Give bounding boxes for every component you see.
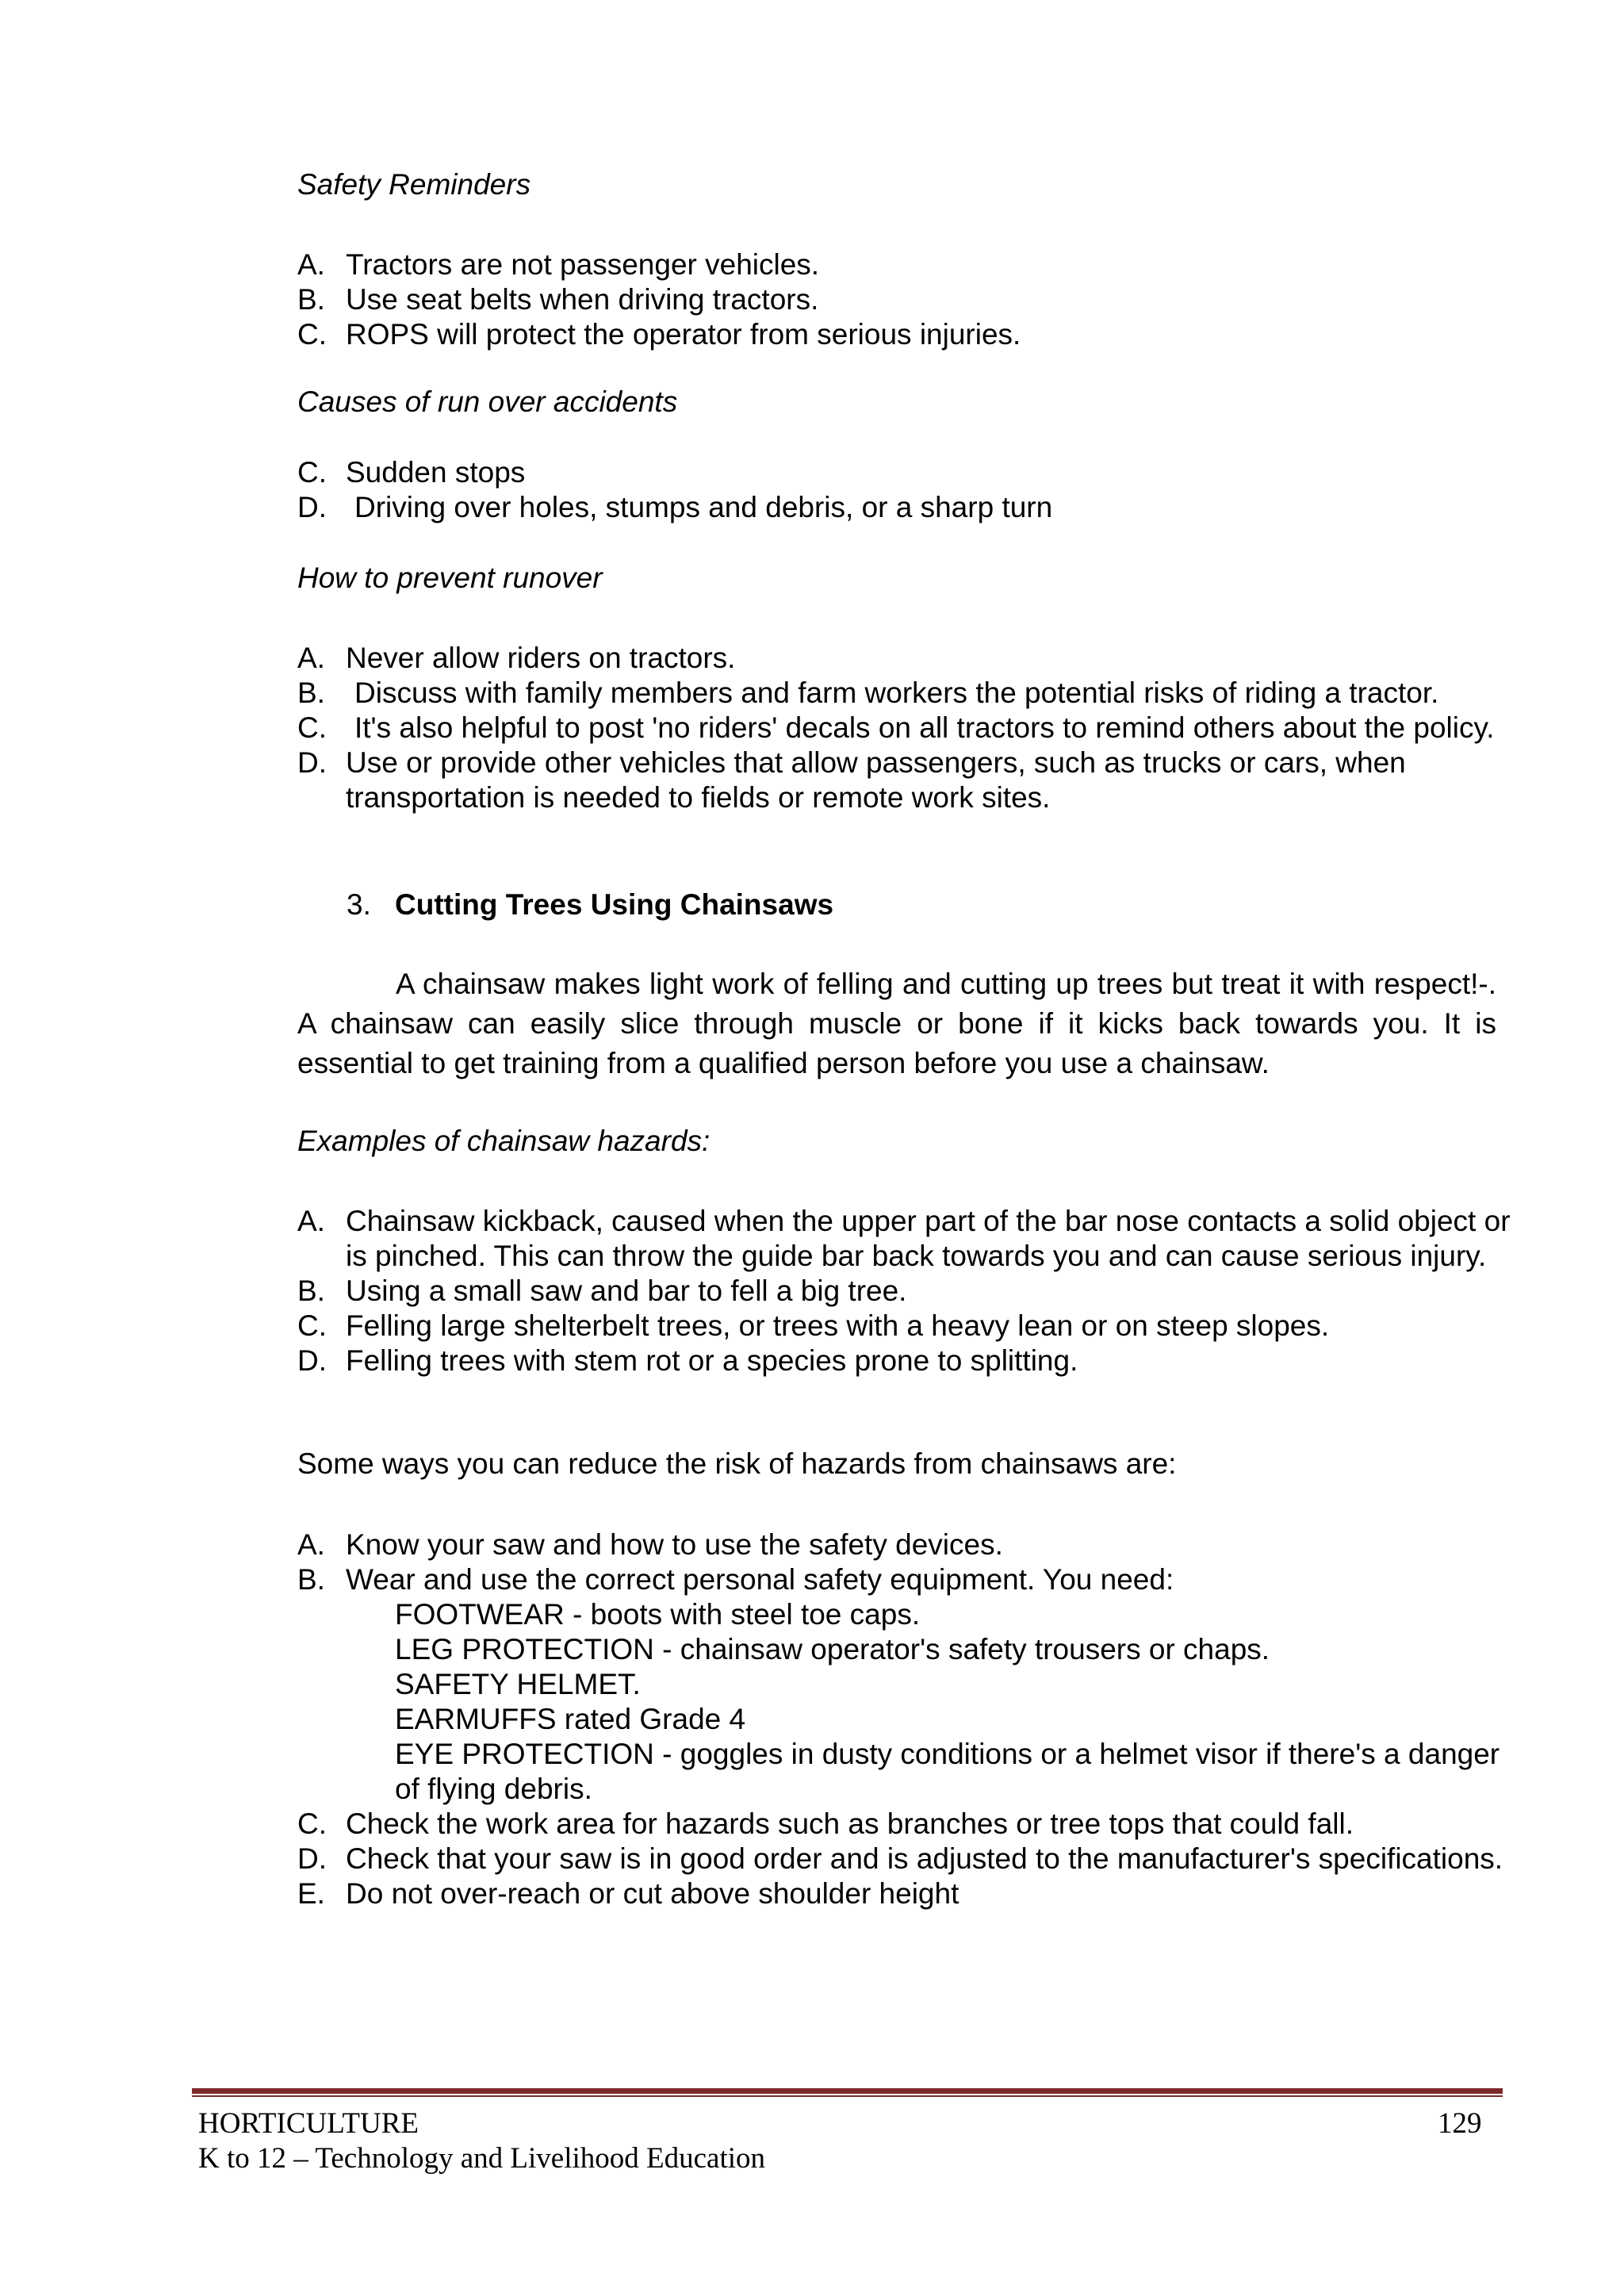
- list-item: C. Check the work area for hazards such as branches or tree tops that could fall.: [297, 1807, 1354, 1840]
- chainsaw-intro-paragraph: A chainsaw makes light work of felling and cutting up trees but treat it with respect!-. A chainsaw can easily slice through muscle or bone if it kicks back towards you. It is essential to get training from a qualified person before you use a chainsaw.: [297, 968, 1496, 1079]
- footer-rule-thin: [192, 2095, 1503, 2097]
- equipment-list: [346, 1597, 1511, 1807]
- prevent-runover-heading: How to prevent runover: [297, 562, 603, 594]
- list-item: B. Discuss with family members and farm workers the potential risks of riding a tractor.: [297, 677, 1439, 709]
- chainsaw-hazards-heading: Examples of chainsaw hazards:: [297, 1125, 710, 1157]
- list-item: A. Tractors are not passenger vehicles.: [297, 248, 820, 281]
- equipment-item: EARMUFFS rated Grade 4: [395, 1703, 746, 1735]
- safety-reminders-heading: Safety Reminders: [297, 168, 531, 201]
- prevent-runover-list: [297, 641, 1511, 815]
- run-over-causes-heading: Causes of run over accidents: [297, 385, 678, 418]
- equipment-item: FOOTWEAR - boots with steel toe caps.: [395, 1598, 921, 1631]
- list-item: C. It's also helpful to post 'no riders' decals on all tractors to remind others about the policy.: [297, 711, 1495, 744]
- footer-page-number: 129: [1438, 2107, 1482, 2140]
- list-item: D. Use or provide other vehicles that allow passengers, such as trucks or cars, when transportation is needed to fields or remote work sites.: [297, 746, 1406, 814]
- list-item: C. Felling large shelterbelt trees, or trees with a heavy lean or on steep slopes.: [297, 1309, 1330, 1342]
- section-number: 3.: [347, 888, 371, 921]
- list-item: A. Chainsaw kickback, caused when the upper part of the bar nose contacts a solid object or is pinched. This can throw the guide bar back towards you and can cause serious injury.: [297, 1205, 1511, 1272]
- list-item: B. Using a small saw and bar to fell a big tree.: [297, 1274, 907, 1307]
- equipment-item: SAFETY HELMET.: [395, 1668, 641, 1700]
- equipment-item: EYE PROTECTION - goggles in dusty conditions or a helmet visor if there's a danger of flying debris.: [395, 1738, 1500, 1805]
- list-item: B. Wear and use the correct personal safety equipment. You need: FOOTWEAR - boots with steel toe caps. LEG PROTECTION - chainsaw operator's safety trousers or chaps. SAFETY HELMET. EARMUFFS rated Grade 4 EYE PROTECTION - goggles in dusty conditions or a helmet visor if there's a danger of flying debris.: [297, 1562, 1511, 1807]
- footer-rule: [192, 2088, 1503, 2094]
- equipment-item: LEG PROTECTION - chainsaw operator's safety trousers or chaps.: [395, 1633, 1270, 1665]
- list-item: A. Never allow riders on tractors.: [297, 642, 736, 674]
- section-title-text: Cutting Trees Using Chainsaws: [395, 888, 834, 921]
- run-over-causes-list: [297, 455, 1511, 525]
- footer-course: K to 12 – Technology and Livelihood Education: [198, 2142, 766, 2175]
- list-item: C. ROPS will protect the operator from serious injuries.: [297, 318, 1021, 351]
- list-item: D. Felling trees with stem rot or a species prone to splitting.: [297, 1344, 1078, 1377]
- list-item: D. Driving over holes, stumps and debris, or a sharp turn: [297, 491, 1053, 523]
- safety-reminders-list: [297, 247, 1511, 352]
- reduce-risk-intro: Some ways you can reduce the risk of hazards from chainsaws are:: [297, 1447, 1177, 1480]
- list-item: A. Know your saw and how to use the safety devices.: [297, 1528, 1003, 1561]
- reduce-risk-list: [297, 1527, 1511, 1911]
- list-item: E. Do not over-reach or cut above shoulder height: [297, 1877, 959, 1910]
- section-title: [347, 888, 833, 922]
- footer-subject: HORTICULTURE: [198, 2107, 419, 2140]
- chainsaw-hazards-list: [297, 1204, 1511, 1378]
- list-item: B. Use seat belts when driving tractors.: [297, 283, 819, 316]
- list-item: C. Sudden stops: [297, 456, 526, 489]
- list-item: D. Check that your saw is in good order and is adjusted to the manufacturer's specifications.: [297, 1842, 1503, 1875]
